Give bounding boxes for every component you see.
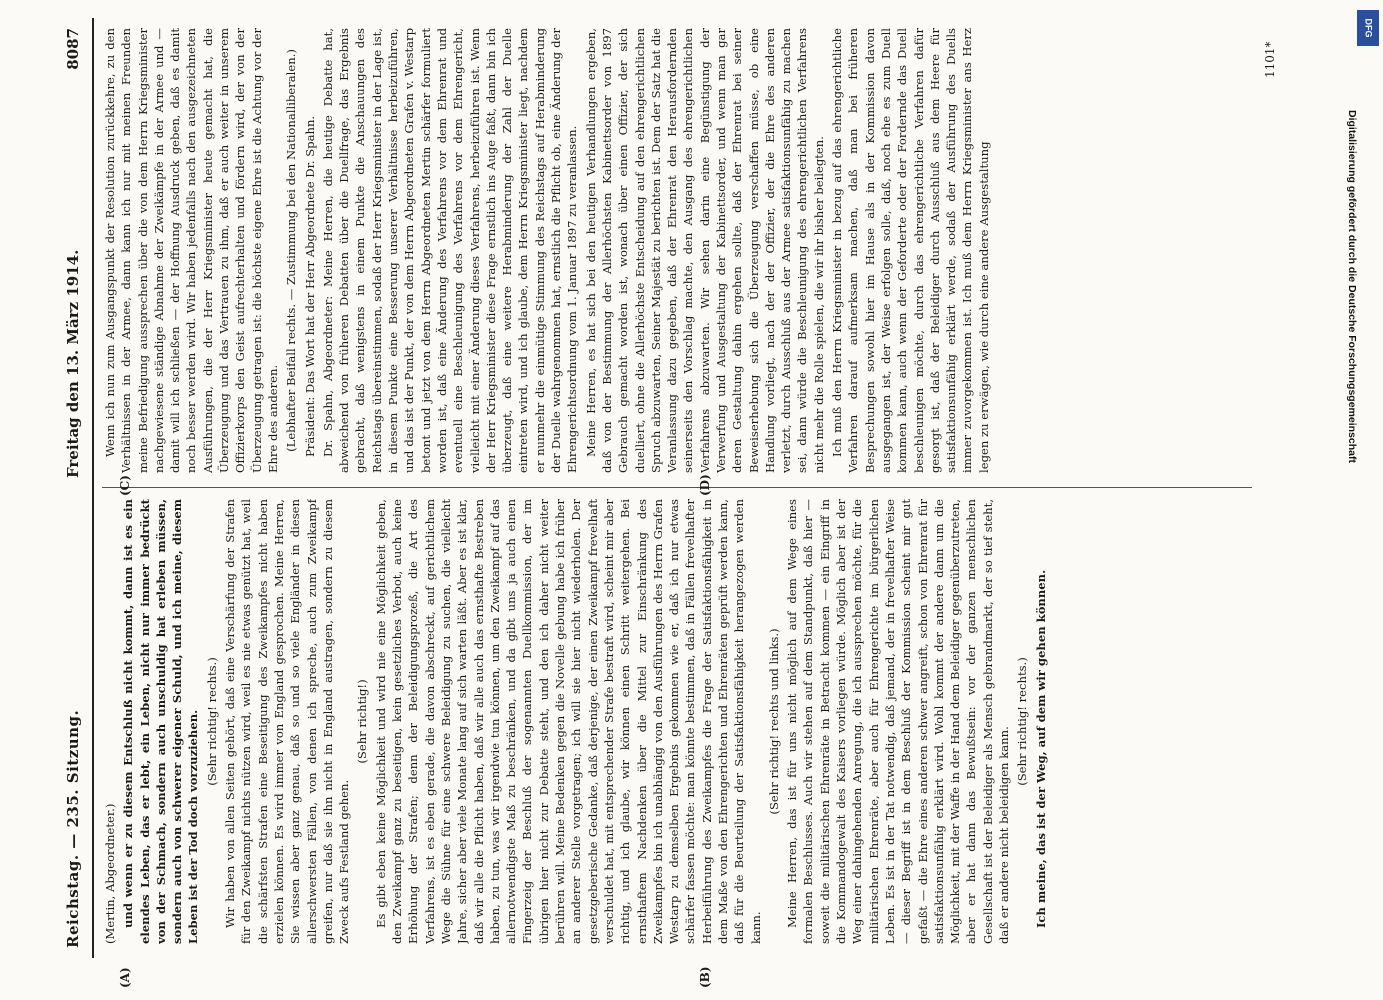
page-number: 8087 <box>64 28 82 70</box>
margin-marker-c: (C) <box>118 475 132 496</box>
paragraph: Dr. Spahn, Abgeordneter: Meine Herren, die heutige Debatte hat, abweichend von früheren Debatten über die Duellfrage, das Ergebnis gebracht, daß wenigstens in einem Punkte die Anschauungen des Reichstags übereinstimmen, sodaß der Herr Kriegsminister in der Lage ist, in diesem Punkte eine Besserung unserer Verhältnisse herbeizuführen, und das ist der Punkt, der von dem Herrn Abgeordneten Grafen v. Westarp betont und jetzt von dem Herrn Abgeordneten Mertin schärfer formuliert worden ist, daß eine Änderung des Verfahrens vor dem Ehrenrat und eventuell eine Beschleunigung des Verfahrens vor dem Ehrengericht, vielleicht mit einer Änderung dieses Verfahrens, herbeizuführen ist. Wenn der Herr Kriegsminister diese Frage ernstlich ins Auge faßt, dann bin ich überzeugt, daß eine weitere Herabminderung der Zahl der Duelle eintreten wird, und ich glaube, dem Herrn Kriegsminister liegt, nachdem er nunmehr die einmütige Stimmung des Reichstags auf Herabminderung der Duelle wahrgenommen hat, ernstlich die Pflicht ob, eine Änderung der Ehrengerichtsordnung vom 1. Januar 1897 zu veranlassen. <box>320 28 580 473</box>
margin-marker-b: (B) <box>698 966 712 988</box>
header-date: Freitag den 13. März 1914. <box>64 249 82 478</box>
margin-marker-a: (A) <box>118 967 132 988</box>
column-divider <box>102 487 1252 488</box>
paragraph: Es gibt eben keine Möglichkeit und wird nie eine Möglichkeit geben, den Zweikampf ganz zu beseitigen, kein gesetzliches Verbot, auch keine Erhöhung der Strafen; denn der Beleidigungsprozeß, die Art des Verfahrens, ist es eben gerade, die davon abschreckt, auf gerichtlichem Wege die Sühne für eine schwere Beleidigung zu suchen, die vielleicht Jahre, sicher aber viele Monate lang auf sich warten läßt. Aber es ist klar, daß wir alle die Pflicht haben, daß wir alle auch das ernsthafte Bestreben haben, zu tun, was wir irgendwie tun können, um den Zweikampf auf das allernotwendigste Maß zu beschränken, und da gibt uns ja auch einen Fingerzeig der Beschluß der sogenannten Duellkommission, der im übrigen hier nicht zur Debatte steht, und den ich daher nicht weiter berühren will. Meine Bedenken gegen die Novelle gebung habe ich früher an anderer Stelle vorgetragen; ich will sie hier nicht wiederholen. Der gesetzgeberische Gedanke, daß derjenige, der einen Zweikampf frevelhaft verschuldet hat, mit entsprechender Strafe bestraft wird, scheint mir aber richtig, und ich glaube, wir können einen Schritt weitergehen. Bei ernsthaftem Nachdenken über die Mittel zur Einschränkung des Zweikampfes bin ich unabhängig von den Ausführungen des Herrn Grafen Westarp zu demselben Ergebnis gekommen wie er, daß ich nur etwas schärfer fassen möchte: man könnte bestimmen, daß in Fällen frevelhafter Herbeiführung des Zweikampfes die Frage der Satisfaktionsfähigkeit in dem Maße von den Ehrengerichten und Ehrenräten geprüft werden kann, daß für die Beurteilung der Satisfaktionsfähigkeit herangezogen werden kann. <box>373 499 763 944</box>
paragraph: Meine Herren, es hat sich bei den heutigen Verhandlungen ergeben, daß von der Bestimmung der Allerhöchsten Kabinettsorder von 1897 Gebrauch gemacht worden ist, wonach über einen Offizier, der sich duelliert, ohne die Allerhöchste Entscheidung auf den ehrengerichtlichen Spruch abzuwarten, Seiner Majestät zu berichten ist. Dem der Satz hat die Veranlassung dazu gegeben, daß der Ehrenrat den Herausfordernden seinerseits den Vorschlag machte, den Ausgang des ehrengerichtlichen Verfahrens abzuwarten. Wir sehen darin eine Begünstigung der Verwerfung und Ausgestaltung der Kabinettsorder, und wenn man gar deren Gestaltung dahin ergehen sollte, daß der Ehrenrat bei seiner Beweiserhebung sich die Überzeugung verschaffen müsse, ob eine Handlung vorliegt, nach der der Offizier, der die Ehre des anderen verletzt, durch Ausschluß aus der Armee satisfaktionsunfähig zu machen sei, dann würde die Beschleunigung des ehrengerichtlichen Verfahrens nicht mehr die Rolle spielen, die wir ihr bisher beilegten. <box>583 28 826 473</box>
left-column <box>102 499 1252 944</box>
paragraph: Präsident: Das Wort hat der Herr Abgeordnete Dr. Spahn. <box>302 115 317 457</box>
paragraph: Meine Herren, das ist für uns nicht möglich auf dem Wege eines formalen Beschlusses. Auch wir stehen auf dem Standpunkt, daß hier — soweit die militärischen Ehrenräte in Betracht kommen — ein Eingriff in die Kommandogewalt des Kaisers vorliegen würde. Möglich aber ist der Weg einer dahingehenden Anregung, die ich aussprechen möchte, für die militärischen Ehrenräte, aber auch für Ehrengerichte im bürgerlichen Leben. Es ist in der Tat notwendig, daß jemand, der in frevelhafter Weise — dieser Begriff ist in dem Beschluß der Kommission scheint mir gut gefaßt — die Ehre eines anderen schwer angreift, schon von Ehrenrat für satisfaktionsunfähig erklärt wird. Wohl kommt der andere dann um die Möglichkeit, mit der Waffe in der Hand dem Beleidiger gegenüberzutreten, aber er hat dann das Bewußtsein: vor der ganzen menschlichen Gesellschaft ist der Beleidiger als Mensch gebrandmarkt, der so tief steht, daß er andere nicht beleidigen kann. <box>785 499 1012 944</box>
interjection: (Sehr richtig!) <box>355 679 370 764</box>
paragraph: Ich meine, das ist der Weg, auf dem wir gehen können. <box>1033 569 1048 928</box>
digitization-note: Digitalisierung gefördert durch die Deutsche Forschungsgemeinschaft <box>1346 110 1358 463</box>
paragraph: und wenn er zu diesem Entschluß nicht kommt, dann ist es ein elendes Leben, das er lebt, ein Leben, nicht nur immer bedrückt von der Schmach, sondern auch unschuldig hat erleben müssen, sondern auch von schwerer eigener Schuld, und ich meine, diesem Leben ist der Tod doch vorzuziehen. <box>121 499 201 944</box>
interjection: (Sehr richtig! rechts.) <box>1015 657 1030 786</box>
interjection: (Sehr richtig! rechts.) <box>204 657 219 786</box>
header-left-title: Reichstag. — 235. Sitzung. <box>64 709 82 948</box>
paragraph: Ich muß den Herrn Kriegsminister in bezug auf das ehrengerichtliche Verfahren darauf aufmerksam machen, daß man bei früheren Besprechungen sowohl hier im Hause als in der Kommission davon ausgegangen ist, der Weise erfolgen solle, daß, noch ehe es zum Duell kommen kann, auch wenn der Geforderte oder der Fordernde das Duell beschleunigen möchte, durch das ehrengerichtliche Verfahren dafür gesorgt ist, daß der Beleidiger durch Ausschluß aus dem Heere für satisfaktionsunfähig erklärt werde, sodaß der Ausführung des Duells immer zuvorgekommen ist. Ich muß dem Herrn Kriegsminister ans Herz legen zu erwägen, wie durch eine andere Ausgestaltung <box>830 28 991 473</box>
paragraph: Wir haben von allen Seiten gehört, daß eine Verschärfung der Strafen für den Zweikampf nichts nützen wird, weil es nie etwas genützt hat, weil die schärfsten Strafen eine Beseitigung des Zweikampfes nicht haben erzielen können. Es wird immer von England gesprochen. Meine Herren, Sie wissen aber ganz genau, daß so und so viele Engländer in diesen allerschwersten Fällen, von denen ich spreche, auch zum Zweikampf greifen, nur daß sie ihn nicht in England austragen, sondern zu diesem Zweck aufs Festland gehen. <box>223 499 352 944</box>
interjection: (Sehr richtig! rechts und links.) <box>766 628 781 815</box>
interjection: (Lebhafter Beifall rechts. — Zustimmung bei den Nationalliberalen.) <box>284 49 299 452</box>
page-header <box>58 18 94 958</box>
right-column <box>102 28 1252 473</box>
margin-marker-d: (D) <box>698 474 712 496</box>
footer-number: 1101* <box>1263 41 1277 78</box>
dfg-logo: DFG <box>1357 10 1379 46</box>
rotated-document-page <box>58 18 1308 988</box>
paragraph: Wenn ich nun zum Ausgangspunkt der Resolution zurückkehre, zu den Verhältnissen in der Armee, dann kann ich nur mit meinen Freunden meine Befriedigung aussprechen über die von dem Herrn Kriegsminister nachgewiesene ständige Abnahme der Zweikämpfe in der Armee und — damit will ich schließen — der Hoffnung Ausdruck geben, daß es damit noch besser werden wird. Wir haben jedenfalls nach den ausgezeichneten Ausführungen, die der Herr Kriegsminister heute gemacht hat, die Überzeugung und das Vertrauen zu ihm, daß er auch weiter in unserem Offizierkorps den Geist aufrechterhalten und fördern wird, der von der Überzeugung getragen ist: die höchste eigene Ehre ist die Achtung vor der Ehre des anderen. <box>103 28 280 473</box>
speaker-label: (Mertin, Abgeordneter.) <box>103 803 117 944</box>
